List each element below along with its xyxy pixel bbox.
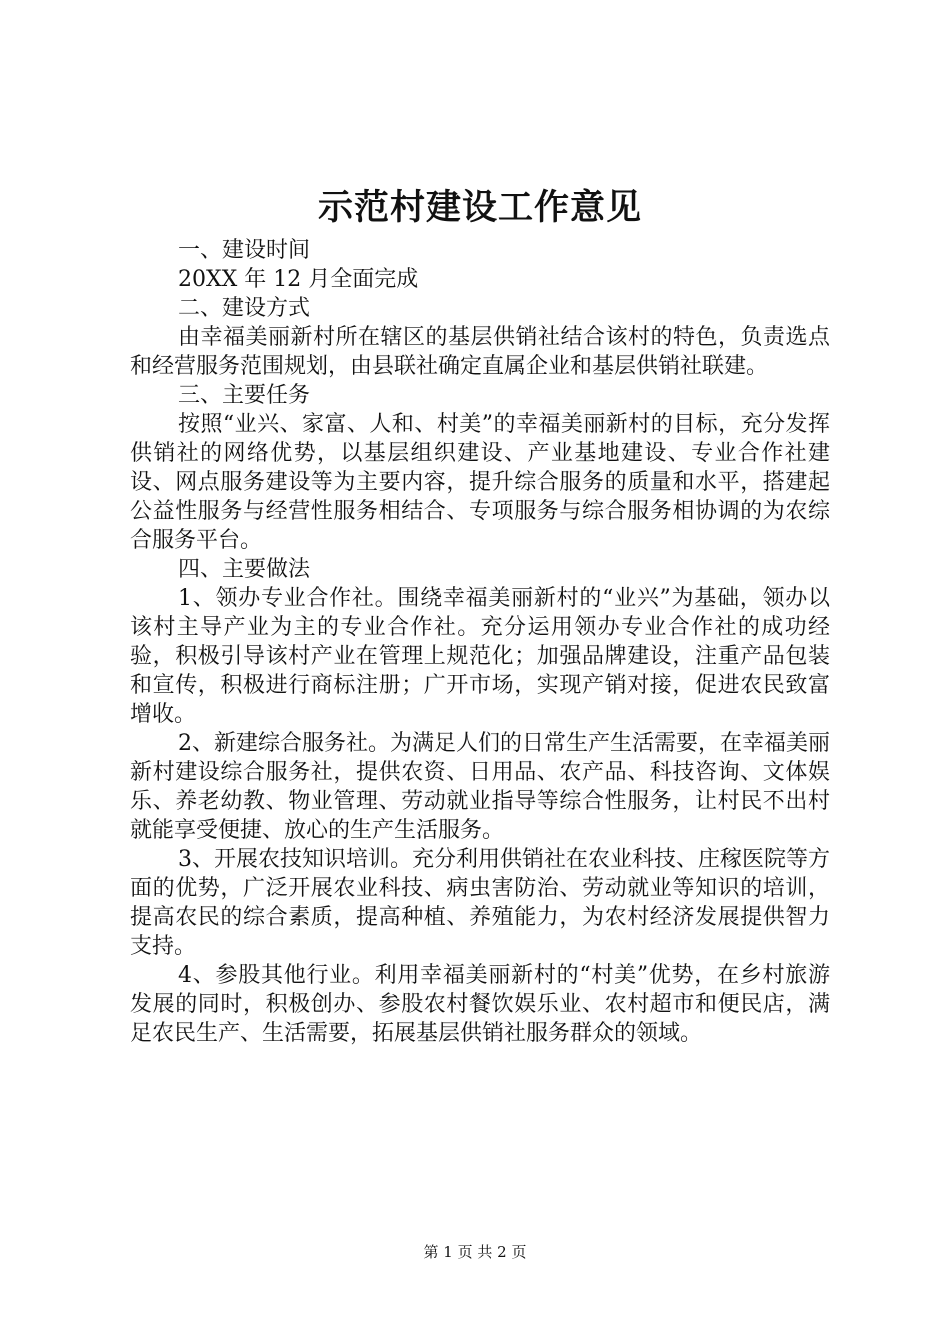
paragraph-approach-1: 1、领办专业合作社。围绕幸福美丽新村的“业兴”为基础，领办以该村主导产业为主的专业合作社。充分运用领办专业合作社的成功经验，积极引导该村产业在管理上规范化；加强品牌建设，注重产品包装和宣传，积极进行商标注册；广开市场，实现产销对接，促进农民致富增收。 (130, 586, 830, 727)
paragraph-approach-3: 3、开展农技知识培训。充分利用供销社在农业科技、庄稼医院等方面的优势，广泛开展农业科技、病虫害防治、劳动就业等知识的培训，提高农民的综合素质，提高种植、养殖能力，为农村经济发展提供智力支持。 (130, 847, 830, 959)
paragraph-approach-4: 4、参股其他行业。利用幸福美丽新村的“村美”优势，在乡村旅游发展的同时，积极创办、参股农村餐饮娱乐业、农村超市和便民店，满足农民生产、生活需要，拓展基层供销社服务群众的领域。 (130, 963, 830, 1046)
section-heading-schedule: 一、建设时间 (178, 238, 311, 263)
paragraph-tasks: 按照“业兴、家富、人和、村美”的幸福美丽新村的目标，充分发挥供销社的网络优势，以基层组织建设、产业基地建设、专业合作社建设、网点服务建设等为主要内容，提升综合服务的质量和水平，搭建起公益性服务与经营性服务相结合、专项服务与综合服务相协调的为农综合服务平台。 (130, 412, 830, 553)
document-title: 示范村建设工作意见 (317, 187, 642, 228)
paragraph-method: 由幸福美丽新村所在辖区的基层供销社结合该村的特色，负责选点和经营服务范围规划，由县联社确定直属企业和基层供销社联建。 (130, 325, 830, 379)
page-footer: 第 1 页 共 2 页 (423, 1243, 527, 1261)
section-heading-method: 二、建设方式 (178, 296, 311, 321)
section-heading-tasks: 三、主要任务 (178, 383, 311, 408)
paragraph-approach-2: 2、新建综合服务社。为满足人们的日常生产生活需要，在幸福美丽新村建设综合服务社，提供农资、日用品、农产品、科技咨询、文体娱乐、养老幼教、物业管理、劳动就业指导等综合性服务，让村民不出村就能享受便捷、放心的生产生活服务。 (130, 731, 830, 843)
completion-date: 20XX 年 12 月全面完成 (178, 267, 419, 292)
section-heading-approach: 四、主要做法 (178, 557, 311, 582)
document-page (130, 180, 830, 1048)
